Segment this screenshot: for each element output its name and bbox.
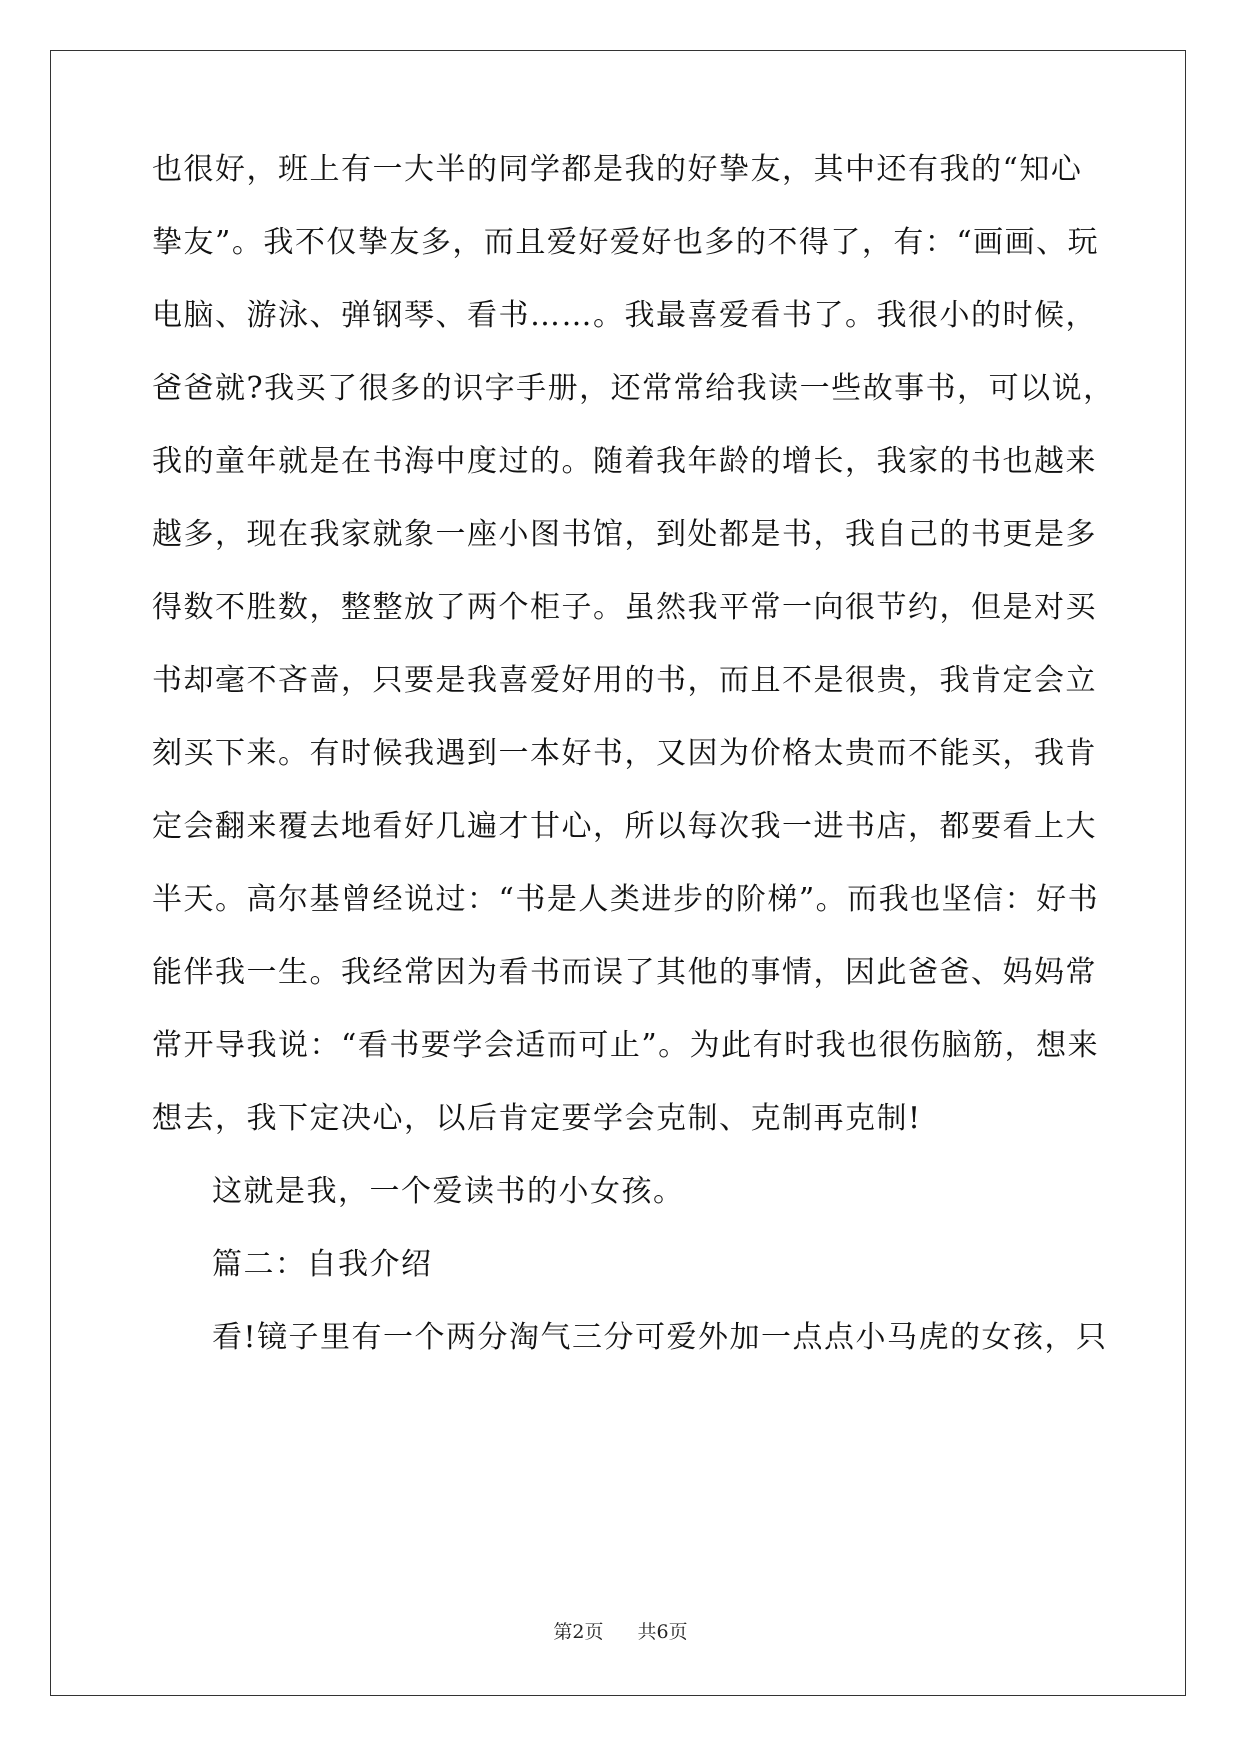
text-line: 越多，现在我家就象一座小图书馆，到处都是书，我自己的书更是多 [152, 517, 1097, 552]
text-line: 得数不胜数，整整放了两个柜子。虽然我平常一向很节约，但是对买 [152, 590, 1097, 625]
section-heading: 篇二：自我介绍 [212, 1247, 433, 1282]
text-line: 我的童年就是在书海中度过的。随着我年龄的增长，我家的书也越来 [152, 444, 1097, 479]
text-line: 书却毫不吝啬，只要是我喜爱好用的书，而且不是很贵，我肯定会立 [152, 663, 1097, 698]
text-line: 常开导我说：“看书要学会适而可止”。为此有时我也很伤脑筋，想来 [152, 1028, 1100, 1063]
paragraph-start: 看!镜子里有一个两分淘气三分可爱外加一点点小马虎的女孩，只 [212, 1320, 1108, 1355]
text-line: 挚友”。我不仅挚友多，而且爱好爱好也多的不得了，有：“画画、玩 [152, 225, 1100, 260]
text-line: 想去，我下定决心，以后肯定要学会克制、克制再克制! [152, 1101, 922, 1136]
text-line: 半天。高尔基曾经说过：“书是人类进步的阶梯”。而我也坚信：好书 [152, 882, 1100, 917]
text-line: 刻买下来。有时候我遇到一本好书，又因为价格太贵而不能买，我肯 [152, 736, 1097, 771]
text-line: 能伴我一生。我经常因为看书而误了其他的事情，因此爸爸、妈妈常 [152, 955, 1097, 990]
total-pages: 共6页 [637, 1621, 688, 1643]
text-line: 定会翻来覆去地看好几遍才甘心，所以每次我一进书店，都要看上大 [152, 809, 1097, 844]
text-line: 爸爸就?我买了很多的识字手册，还常常给我读一些故事书，可以说， [152, 371, 1115, 406]
text-line: 电脑、游泳、弹钢琴、看书……。我最喜爱看书了。我很小的时候， [152, 298, 1097, 333]
page-number: 第2页 [553, 1621, 604, 1643]
closing-line: 这就是我，一个爱读书的小女孩。 [212, 1174, 685, 1209]
text-line: 也很好，班上有一大半的同学都是我的好挚友，其中还有我的“知心 [152, 152, 1083, 187]
page-footer [0, 1620, 1241, 1644]
